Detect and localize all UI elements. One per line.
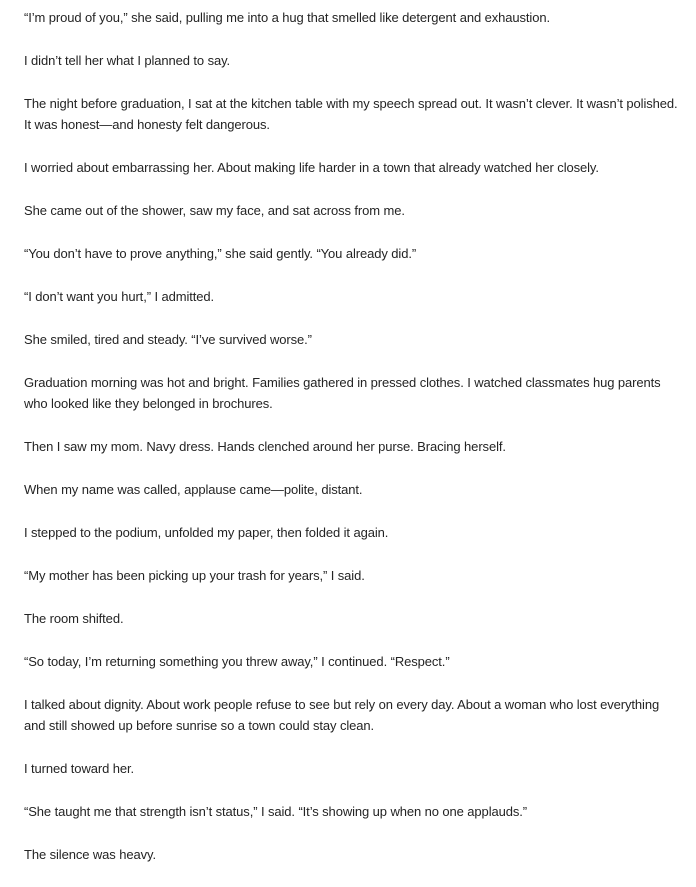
story-paragraph: Graduation morning was hot and bright. Families gathered in pressed clothes. I watched classmates hug parents who looked like they belonged in brochures.: [24, 375, 661, 411]
story-article: [24, 7, 680, 887]
story-paragraph: Then I saw my mom. Navy dress. Hands clenched around her purse. Bracing herself.: [24, 439, 506, 454]
story-paragraph: I turned toward her.: [24, 761, 135, 776]
story-paragraph: “You don’t have to prove anything,” she said gently. “You already did.”: [24, 246, 417, 261]
story-paragraph: The night before graduation, I sat at the kitchen table with my speech spread out. It wasn’t clever. It wasn’t polished. It was honest—and honesty felt dangerous.: [24, 96, 678, 132]
story-paragraph: The room shifted.: [24, 611, 124, 626]
story-paragraph: “My mother has been picking up your trash for years,” I said.: [24, 568, 365, 583]
story-paragraph: She came out of the shower, saw my face, and sat across from me.: [24, 203, 405, 218]
story-paragraph: I didn’t tell her what I planned to say.: [24, 53, 231, 68]
story-paragraph: I talked about dignity. About work people refuse to see but rely on every day. About a woman who lost everything and still showed up before sunrise so a town could stay clean.: [24, 697, 660, 733]
story-paragraph: When my name was called, applause came—polite, distant.: [24, 482, 363, 497]
story-paragraph: I stepped to the podium, unfolded my paper, then folded it again.: [24, 525, 389, 540]
story-paragraph: “So today, I’m returning something you threw away,” I continued. “Respect.”: [24, 654, 450, 669]
story-paragraph: “I’m proud of you,” she said, pulling me into a hug that smelled like detergent and exhaustion.: [24, 10, 550, 25]
story-paragraph: “She taught me that strength isn’t status,” I said. “It’s showing up when no one applauds.”: [24, 804, 528, 819]
story-paragraph: “I don’t want you hurt,” I admitted.: [24, 289, 215, 304]
story-paragraph: I worried about embarrassing her. About making life harder in a town that already watched her closely.: [24, 160, 599, 175]
story-paragraph: The silence was heavy.: [24, 847, 156, 862]
story-paragraph: She smiled, tired and steady. “I’ve survived worse.”: [24, 332, 312, 347]
